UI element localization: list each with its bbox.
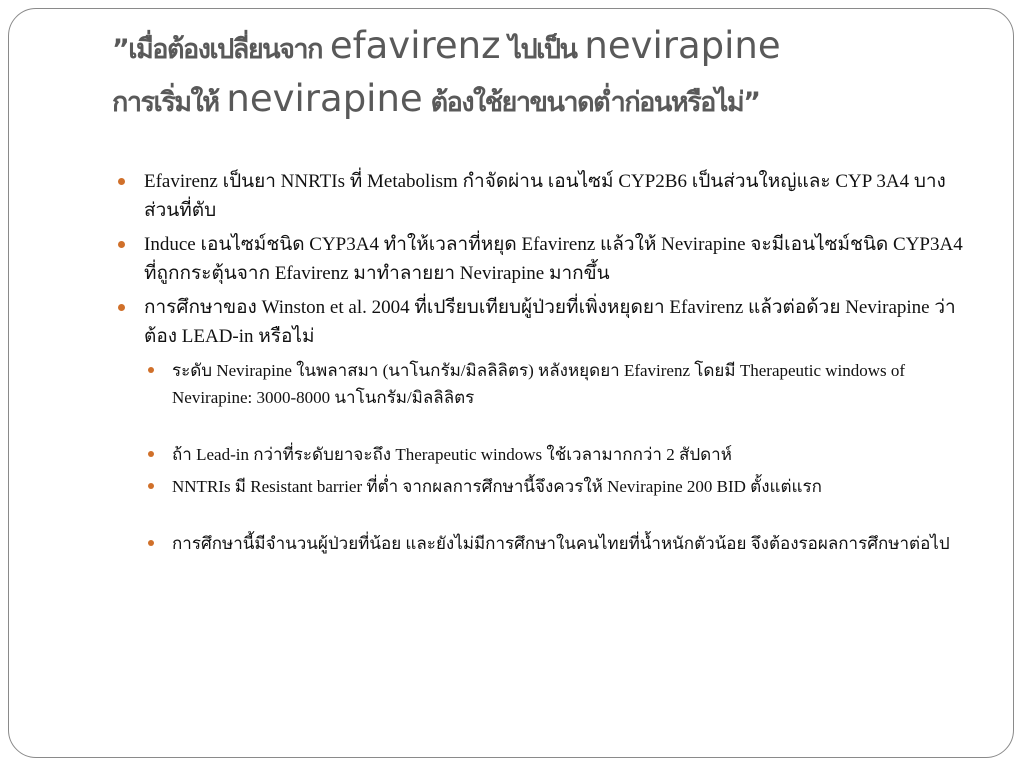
- spacer: [118, 415, 968, 441]
- bullet-item: Induce เอนไซม์ชนิด CYP3A4 ทำให้เวลาที่หยุด Efavirenz แล้วให้ Nevirapine จะมีเอนไซม์ชนิด CYP3A4 ที่ถูกกระตุ้นจาก Efavirenz มาทำลายยา Nevirapine มากขึ้น: [118, 231, 968, 288]
- slide-title: [112, 20, 992, 125]
- bullet-item: Efavirenz เป็นยา NNRTIs ที่ Metabolism กำจัดผ่าน เอนไซม์ CYP2B6 เป็นส่วนใหญ่และ CYP 3A4 บางส่วนที่ตับ: [118, 168, 968, 225]
- sub-bullet-item: การศึกษานี้มีจำนวนผู้ป่วยที่น้อย และยังไม่มีการศึกษาในคนไทยที่น้ำหนักตัวน้อย จึงต้องรอผลการศึกษาต่อไป: [148, 530, 968, 557]
- sub-bullet-item: ระดับ Nevirapine ในพลาสมา (นาโนกรัม/มิลลิลิตร) หลังหยุดยา Efavirenz โดยมี Therapeutic windows of Nevirapine: 3000-8000 นาโนกรัม/มิลลิลิตร: [148, 357, 968, 411]
- title-segment: efavirenz: [329, 24, 501, 67]
- bullet-item: การศึกษาของ Winston et al. 2004 ที่เปรียบเทียบผู้ป่วยที่เพิ่งหยุดยา Efavirenz แล้วต่อด้วย Nevirapine ว่า ต้อง LEAD-in หรือไม่: [118, 294, 968, 351]
- title-line-1: [112, 20, 992, 73]
- title-segment: ”เมื่อต้องเปลี่ยนจาก: [112, 34, 330, 65]
- bullet-list: [118, 168, 968, 561]
- title-segment: nevirapine: [226, 76, 423, 120]
- title-segment: การเริ่มให้: [112, 86, 227, 118]
- sub-bullet-item: ถ้า Lead-in กว่าที่ระดับยาจะถึง Therapeutic windows ใช้เวลามากกว่า 2 สัปดาห์: [148, 441, 968, 468]
- sub-bullet-item: NNTRIs มี Resistant barrier ที่ต่ำ จากผลการศึกษานี้จึงควรให้ Nevirapine 200 BID ตั้งแต่แรก: [148, 473, 968, 500]
- title-segment: nevirapine: [584, 24, 781, 67]
- title-segment: ไปเป็น: [500, 34, 585, 65]
- spacer: [118, 504, 968, 530]
- title-line-2: [112, 73, 992, 126]
- title-segment: ต้องใช้ยาขนาดต่ำก่อนหรือไม่”: [422, 86, 760, 118]
